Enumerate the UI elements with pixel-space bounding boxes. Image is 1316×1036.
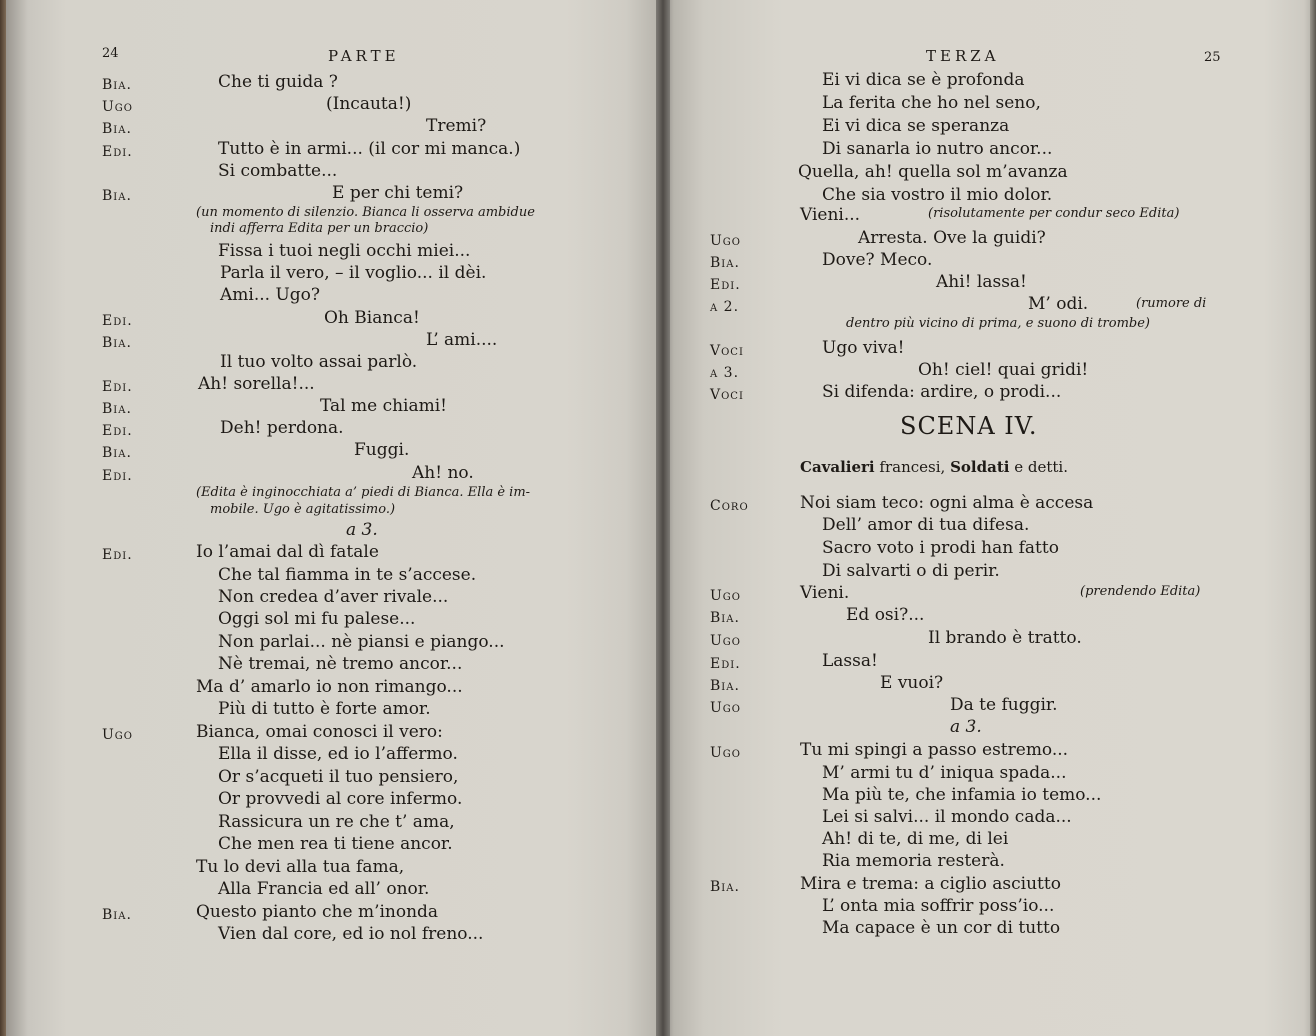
verse-line: Si difenda: ardire, o prodi... — [822, 382, 1062, 402]
verse-line: Ei vi dica se speranza — [822, 116, 1010, 136]
verse-line: Che ti guida ? — [218, 72, 338, 92]
page-number: 24 — [102, 46, 119, 61]
speaker-label: a 3. — [710, 365, 740, 381]
speaker-label: Ugo — [102, 727, 133, 743]
verse-line: Parla il vero, – il voglio... il dèi. — [220, 263, 487, 283]
book-gutter — [656, 0, 670, 1036]
verse-line: Che tal fiamma in te s’accese. — [218, 565, 477, 585]
verse-line: La ferita che ho nel seno, — [822, 93, 1041, 113]
verse-line: a 3. — [346, 520, 378, 540]
verse-line: Da te fuggir. — [950, 695, 1058, 715]
verse-line: Ed osi?... — [846, 605, 925, 625]
verse-line: Vieni. — [800, 583, 850, 603]
running-head: PARTE — [328, 47, 400, 65]
verse-line: Oh Bianca! — [324, 308, 420, 328]
verse-line: M’ armi tu d’ iniqua spada... — [822, 763, 1067, 783]
verse-line: Più di tutto è forte amor. — [218, 699, 431, 719]
speaker-label: Bia. — [102, 907, 132, 923]
verse-line: Ma capace è un cor di tutto — [822, 918, 1061, 938]
verse-line: L’ onta mia soffrir poss’io... — [822, 896, 1055, 916]
verse-line: Ami... Ugo? — [220, 285, 321, 305]
speaker-label: Ugo — [102, 99, 133, 115]
cast-detti: e detti. — [1014, 458, 1068, 476]
cast-list — [800, 457, 1068, 477]
verse-line: Tutto è in armi... (il cor mi manca.) — [218, 139, 521, 159]
verse-line: Ugo viva! — [822, 338, 905, 358]
verse-line: Tremi? — [426, 116, 487, 136]
speaker-label: Edi. — [102, 313, 133, 329]
verse-line: Ei vi dica se è profonda — [822, 70, 1025, 90]
verse-line: Tu mi spingi a passo estremo... — [800, 740, 1069, 760]
verse-line: Non credea d’aver rivale... — [218, 587, 449, 607]
verse-line: Ah! di te, di me, di lei — [822, 829, 1009, 849]
verse-line: Tal me chiami! — [320, 396, 448, 416]
verse-line: Nè tremai, nè tremo ancor... — [218, 654, 463, 674]
speaker-label: a 2. — [710, 299, 740, 315]
verse-line: Vieni... — [800, 205, 861, 225]
verse-line: E vuoi? — [880, 673, 944, 693]
speaker-label: Ugo — [710, 745, 741, 761]
verse-line: Ah! sorella!... — [198, 374, 315, 394]
verse-line: Mira e trema: a ciglio asciutto — [800, 874, 1061, 894]
verse-line: Ma più te, che infamia io temo... — [822, 785, 1102, 805]
speaker-label: Bia. — [102, 188, 132, 204]
verse-line: Vien dal core, ed io nol freno... — [218, 924, 484, 944]
cast-soldati: Soldati — [950, 458, 1010, 476]
speaker-label: Bia. — [102, 335, 132, 351]
stage-direction: (Edita è inginocchiata a’ piedi di Bianca. Ella è im- — [196, 485, 531, 500]
verse-line: Il brando è tratto. — [928, 628, 1082, 648]
speaker-label: Edi. — [102, 468, 133, 484]
verse-line: Ah! no. — [412, 463, 474, 483]
verse-line: Fuggi. — [354, 440, 410, 460]
stage-direction: dentro più vicino di prima, e suono di trombe) — [846, 316, 1151, 331]
verse-line: Questo pianto che m’inonda — [196, 902, 439, 922]
speaker-label: Edi. — [710, 277, 741, 293]
stage-direction: (risolutamente per condur seco Edita) — [928, 206, 1180, 221]
speaker-label: Bia. — [710, 678, 740, 694]
stage-direction: indi afferra Edita per un braccio) — [210, 221, 429, 236]
speaker-label: Bia. — [102, 77, 132, 93]
verse-line: Ella il disse, ed io l’affermo. — [218, 744, 458, 764]
verse-line: Oh! ciel! quai gridi! — [918, 360, 1089, 380]
verse-line: Che sia vostro il mio dolor. — [822, 185, 1053, 205]
speaker-label: Voci — [710, 387, 744, 403]
verse-line: Ma d’ amarlo io non rimango... — [196, 677, 463, 697]
verse-line: Di sanarla io nutro ancor... — [822, 139, 1053, 159]
verse-line: Che men rea ti tiene ancor. — [218, 834, 453, 854]
verse-line: Deh! perdona. — [220, 418, 344, 438]
verse-line: Quella, ah! quella sol m’avanza — [798, 162, 1068, 182]
stage-direction: (prendendo Edita) — [1080, 584, 1201, 599]
verse-line: Or provvedi al core infermo. — [218, 789, 463, 809]
verse-line: Ahi! lassa! — [936, 272, 1027, 292]
speaker-label: Ugo — [710, 633, 741, 649]
verse-line: a 3. — [950, 717, 982, 737]
verse-line: M’ odi. — [1028, 294, 1089, 314]
speaker-label: Edi. — [102, 379, 133, 395]
verse-line: E per chi temi? — [332, 183, 464, 203]
verse-line: Io l’amai dal dì fatale — [196, 542, 379, 562]
speaker-label: Bia. — [710, 610, 740, 626]
speaker-label: Bia. — [710, 879, 740, 895]
speaker-label: Ugo — [710, 588, 741, 604]
speaker-label: Bia. — [102, 445, 132, 461]
speaker-label: Bia. — [710, 255, 740, 271]
verse-line: Il tuo volto assai parlò. — [220, 352, 418, 372]
verse-line: Lei si salvi... il mondo cada... — [822, 807, 1072, 827]
verse-line: Rassicura un re che t’ ama, — [218, 812, 455, 832]
verse-line: Di salvarti o di perir. — [822, 561, 1000, 581]
stage-direction: (un momento di silenzio. Bianca li osserva ambidue — [196, 205, 535, 220]
speaker-label: Edi. — [102, 547, 133, 563]
speaker-label: Edi. — [102, 144, 133, 160]
verse-line: Dove? Meco. — [822, 250, 933, 270]
verse-line: Bianca, omai conosci il vero: — [196, 722, 443, 742]
speaker-label: Voci — [710, 343, 744, 359]
verse-line: Fissa i tuoi negli occhi miei... — [218, 241, 471, 261]
speaker-label: Ugo — [710, 233, 741, 249]
scene-heading: SCENA IV. — [900, 412, 1038, 440]
stage-direction: mobile. Ugo è agitatissimo.) — [210, 502, 396, 517]
speaker-label: Bia. — [102, 401, 132, 417]
cast-cavalieri: Cavalieri — [800, 458, 875, 476]
verse-line: Tu lo devi alla tua fama, — [196, 857, 405, 877]
verse-line: L’ ami.... — [426, 330, 498, 350]
verse-line: Or s’acqueti il tuo pensiero, — [218, 767, 459, 787]
right-page — [664, 0, 1312, 1036]
speaker-label: Ugo — [710, 700, 741, 716]
verse-line: Ria memoria resterà. — [822, 851, 1005, 871]
speaker-label: Edi. — [710, 656, 741, 672]
speaker-label: Bia. — [102, 121, 132, 137]
verse-line: Lassa! — [822, 651, 878, 671]
page-number: 25 — [1204, 50, 1221, 65]
verse-line: Non parlai... nè piansi e piango... — [218, 632, 505, 652]
stage-direction: (rumore di — [1136, 296, 1207, 311]
verse-line: Si combatte... — [218, 161, 338, 181]
speaker-label: Coro — [710, 498, 749, 514]
speaker-label: Edi. — [102, 423, 133, 439]
verse-line: Oggi sol mi fu palese... — [218, 609, 416, 629]
book-edge-right — [1310, 0, 1316, 1036]
left-page — [6, 0, 662, 1036]
running-head: TERZA — [926, 47, 1000, 65]
cast-francesi: francesi, — [879, 458, 946, 476]
verse-line: Arresta. Ove la guidi? — [858, 228, 1046, 248]
verse-line: Noi siam teco: ogni alma è accesa — [800, 493, 1094, 513]
verse-line: Sacro voto i prodi han fatto — [822, 538, 1059, 558]
verse-line: Dell’ amor di tua difesa. — [822, 515, 1030, 535]
verse-line: Alla Francia ed all’ onor. — [218, 879, 430, 899]
verse-line: (Incauta!) — [326, 94, 412, 114]
